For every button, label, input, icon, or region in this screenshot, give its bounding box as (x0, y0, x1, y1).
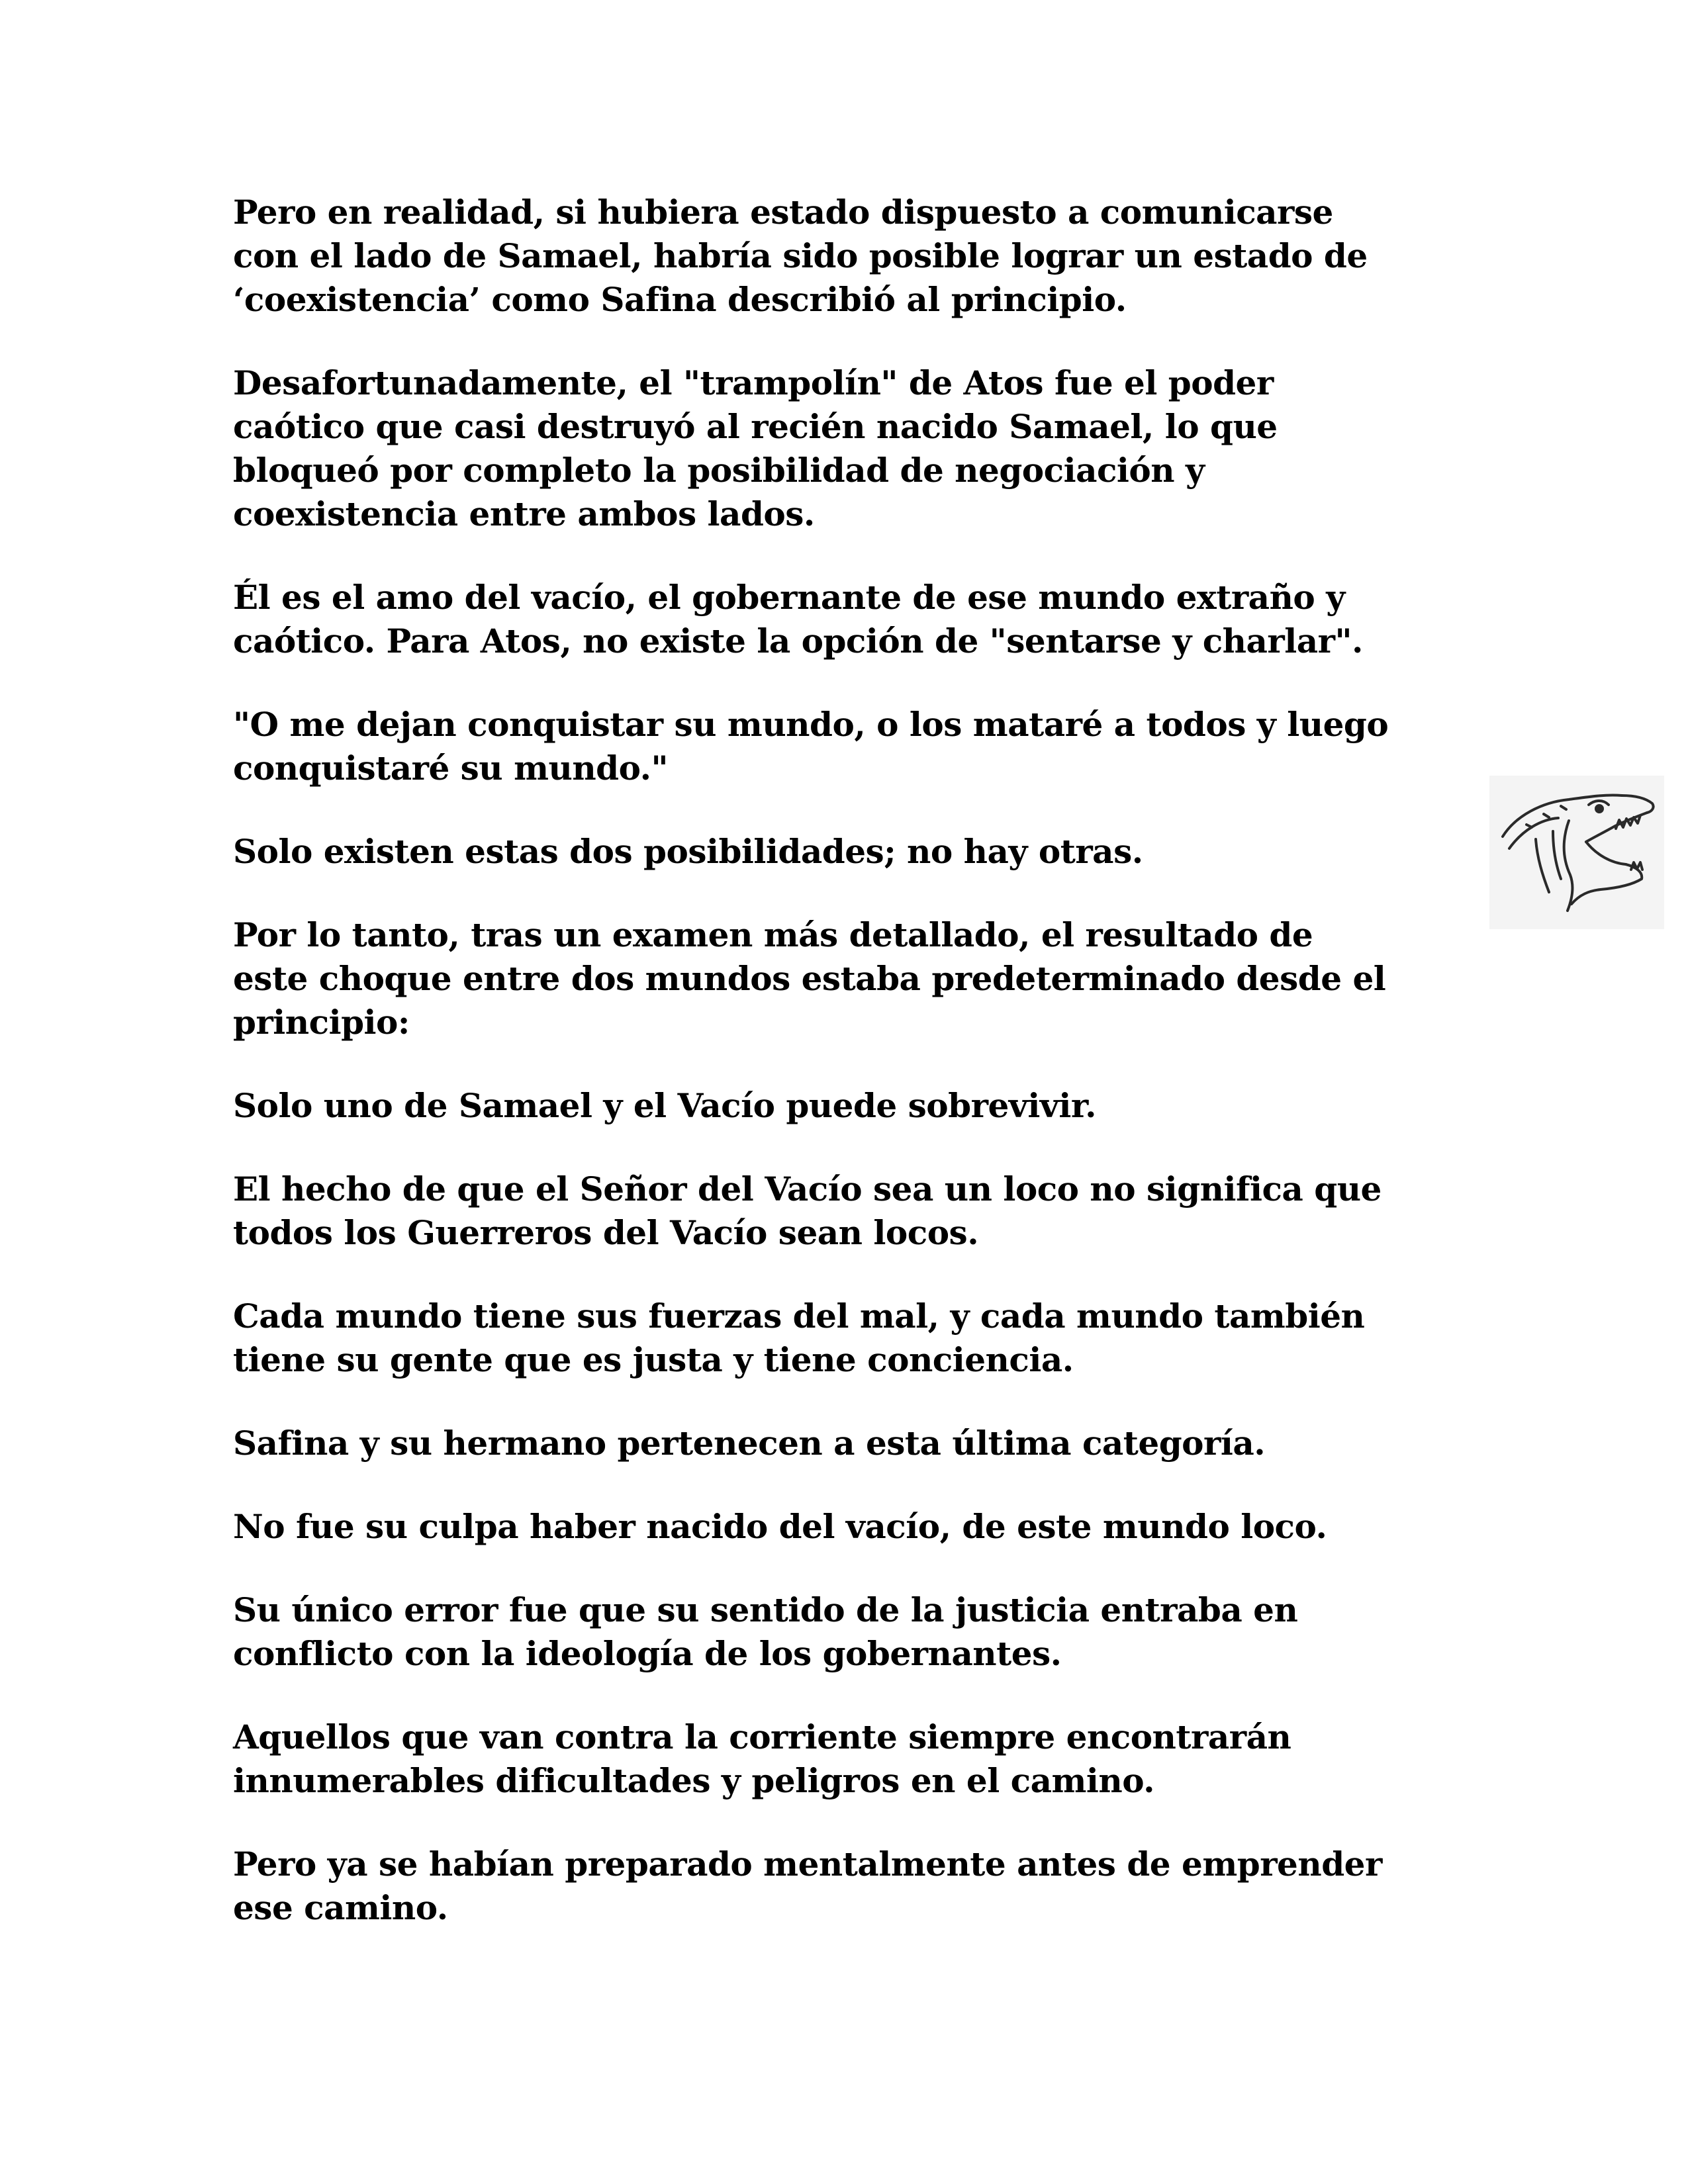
text-body (233, 191, 1477, 1970)
paragraph (233, 361, 1477, 536)
paragraph (233, 1295, 1477, 1382)
text-line: principio: (233, 1003, 410, 1042)
text-line: Cada mundo tiene sus fuerzas del mal, y cada mundo también (233, 1297, 1365, 1336)
text-line: caótico. Para Atos, no existe la opción de "sentarse y charlar". (233, 621, 1363, 660)
text-line: coexistencia entre ambos lados. (233, 494, 815, 533)
paragraph (233, 830, 1477, 874)
text-line: ‘coexistencia’ como Safina describió al principio. (233, 280, 1127, 319)
text-line: Por lo tanto, tras un examen más detallado, el resultado de (233, 915, 1313, 954)
text-line: Su único error fue que su sentido de la justicia entraba en (233, 1590, 1298, 1629)
text-line: caótico que casi destruyó al recién nacido Samael, lo que (233, 407, 1278, 446)
text-line: El hecho de que el Señor del Vacío sea un loco no significa que (233, 1169, 1382, 1208)
paragraph (233, 1167, 1477, 1255)
paragraph (233, 1084, 1477, 1128)
text-line: bloqueó por completo la posibilidad de negociación y (233, 451, 1205, 490)
text-line: Solo existen estas dos posibilidades; no hay otras. (233, 832, 1143, 871)
paragraph (233, 1422, 1477, 1465)
text-line: innumerables dificultades y peligros en el camino. (233, 1761, 1155, 1800)
text-line: Él es el amo del vacío, el gobernante de ese mundo extraño y (233, 578, 1345, 617)
dinosaur-head-icon (1489, 776, 1664, 929)
paragraph (233, 913, 1477, 1044)
paragraph (233, 576, 1477, 663)
text-line: No fue su culpa haber nacido del vacío, de este mundo loco. (233, 1507, 1327, 1546)
text-line: este choque entre dos mundos estaba predeterminado desde el (233, 959, 1386, 998)
paragraph (233, 1505, 1477, 1549)
text-line: con el lado de Samael, habría sido posible lograr un estado de (233, 236, 1368, 275)
paragraph (233, 1843, 1477, 1930)
text-line: conflicto con la ideología de los gobernantes. (233, 1634, 1062, 1673)
text-line: tiene su gente que es justa y tiene conciencia. (233, 1340, 1074, 1379)
text-line: "O me dejan conquistar su mundo, o los mataré a todos y luego (233, 705, 1389, 744)
text-line: Aquellos que van contra la corriente siempre encontrarán (233, 1717, 1291, 1756)
paragraph (233, 191, 1477, 322)
text-line: Pero en realidad, si hubiera estado dispuesto a comunicarse (233, 193, 1333, 232)
dinosaur-watermark (1489, 776, 1664, 929)
paragraph (233, 1715, 1477, 1803)
text-line: Safina y su hermano pertenecen a esta última categoría. (233, 1424, 1266, 1463)
text-line: Pero ya se habían preparado mentalmente antes de emprender (233, 1844, 1382, 1884)
text-line: conquistaré su mundo." (233, 749, 669, 788)
paragraph (233, 1588, 1477, 1676)
paragraph (233, 703, 1477, 790)
text-line: todos los Guerreros del Vacío sean locos. (233, 1213, 979, 1252)
text-line: ese camino. (233, 1888, 448, 1927)
text-line: Solo uno de Samael y el Vacío puede sobrevivir. (233, 1086, 1097, 1125)
text-line: Desafortunadamente, el "trampolín" de Atos fue el poder (233, 363, 1274, 402)
